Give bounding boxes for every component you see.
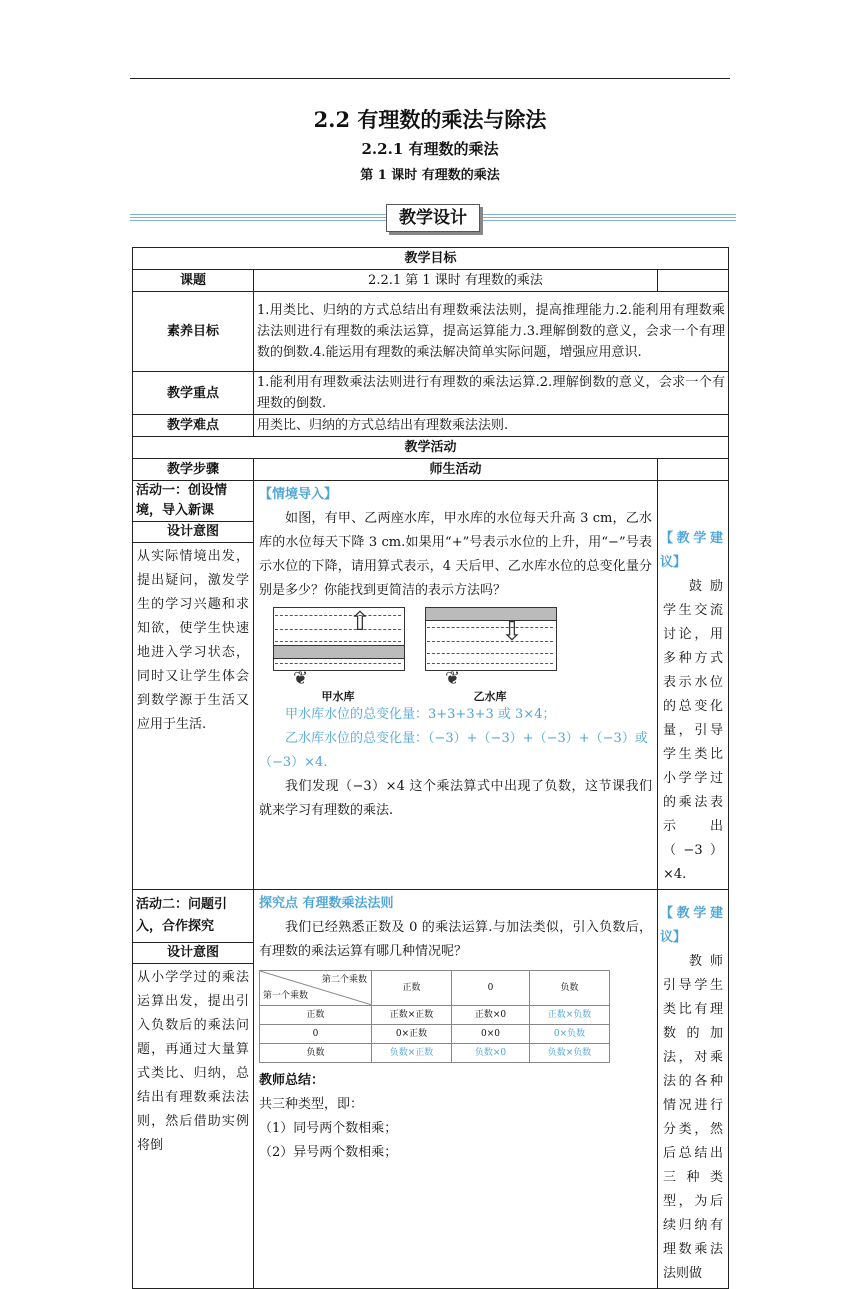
activity2-name: 活动二：问题引入，合作探究 (133, 890, 253, 943)
difficulty-label: 教学难点 (133, 415, 254, 437)
activity1-intent-text: 从实际情境出发，提出疑问，激发学生的学习兴趣和求知欲，使学生快速地进入学习状态，同时又让学生体会到数学源于生活又应用于生活. (137, 549, 249, 732)
summary-case2: （2）异号两个数相乘； (259, 1145, 398, 1160)
activity1-tip-tag: 【教学建议】 (660, 531, 724, 570)
lesson-title: 第 1 课时 有理数的乘法 (360, 168, 500, 183)
teacher-label (658, 270, 729, 292)
grid-corner (260, 971, 372, 1006)
goals-header: 教学目标 (133, 248, 729, 270)
page-title: 2.2 有理数的乘法与除法 (313, 107, 547, 132)
activity1-answer1: 甲水库水位的总变化量：3+3+3+3 或 3×4； (285, 707, 556, 722)
activity2-intent-text: 从小学学过的乘法运算出发，提出引入负数后的乘法问题，再通过大量算式类比、归纳，总结出有理数乘法法则，然后借助实例将倒 (137, 970, 249, 1153)
grid-col-header: 负数 (530, 971, 610, 1006)
summary-intro: 共三种类型，即： (259, 1097, 364, 1112)
reservoir-jia (273, 607, 405, 701)
grid-corner-top: 第二个乘数 (321, 975, 367, 985)
activity2-tip-text: 教师引导学生类比有理数的加法，对乘法的各种情况进行分类，然后总结出三种类型，为后续归纳有理数乘法法则做 (663, 954, 724, 1281)
reservoir-figures (273, 607, 652, 701)
activity2-tip (658, 890, 729, 1289)
activity1-steps (133, 481, 254, 890)
activity1-name: 活动一：创设情境，导入新课 (133, 481, 253, 522)
grid-cell: 0×0 (452, 1025, 530, 1044)
section-banner (130, 204, 736, 230)
activity2-tip-tag: 【教学建议】 (660, 906, 724, 945)
summary-case1: （1）同号两个数相乘； (259, 1121, 398, 1136)
page-subtitle: 2.2.1 有理数的乘法 (361, 140, 499, 158)
activity1-content (254, 481, 658, 890)
activity1-answer2: 乙水库水位的总变化量：（−3）+（−3）+（−3）+（−3）或（−3）×4. (259, 731, 648, 770)
steps-label: 教学步骤 (133, 459, 254, 481)
grid-cell: 正数×正数 (372, 1006, 452, 1025)
key-label: 教学重点 (133, 372, 254, 415)
grid-cell: 正数×负数 (530, 1006, 610, 1025)
activity1-tip-text: 鼓励学生交流讨论，用多种方式表示水位的总变化量，引导学生类比小学学过的乘法表示出（−3）×4. (663, 579, 724, 882)
activity2-content (254, 890, 658, 1289)
activity2-para1: 我们已经熟悉正数及 0 的乘法运算.与加法类似，引入负数后，有理数的乘法运算有哪几种情况呢？ (259, 920, 652, 959)
grid-cell: 正数×0 (452, 1006, 530, 1025)
water-plant-icon: ❦ (445, 668, 461, 689)
grid-cell: 负数×正数 (372, 1044, 452, 1063)
literacy-text: 1.用类比、归纳的方式总结出有理数乘法法则，提高推理能力.2.能利用有理数乘法法则进行有理数的乘法运算，提高运算能力.3.理解倒数的意义，会求一个有理数的倒数.4.能运用有理数的乘法解决简单实际问题，增强应用意识. (254, 292, 729, 372)
activity2-steps (133, 890, 254, 1289)
reservoir-jia-caption: 甲水库 (321, 690, 355, 703)
banner-label: 教学设计 (386, 204, 480, 232)
activity1-tip (658, 481, 729, 890)
topic-label: 课题 (133, 270, 254, 292)
grid-corner-bottom: 第一个乘数 (263, 991, 309, 1001)
reservoir-yi (425, 607, 557, 701)
arrow-down-icon: ⇩ (501, 617, 523, 647)
activities-header: 教学活动 (133, 437, 729, 459)
grid-col-header: 0 (452, 971, 530, 1006)
arrow-up-icon: ⇧ (349, 607, 371, 637)
grid-row-header: 负数 (260, 1044, 372, 1063)
grid-col-header: 正数 (372, 971, 452, 1006)
activity1-para2: 我们发现（−3）×4 这个乘法算式中出现了负数，这节课我们就来学习有理数的乘法. (259, 779, 652, 818)
topic-value: 2.2.1 第 1 课时 有理数的乘法 (254, 270, 658, 292)
activity2-intent-label: 设计意图 (133, 943, 253, 964)
lesson-plan-table (132, 247, 729, 1289)
literacy-label: 素养目标 (133, 292, 254, 372)
difficulty-text: 用类比、归纳的方式总结出有理数乘法法则. (254, 415, 729, 437)
multiplication-cases-grid (259, 970, 610, 1063)
grid-row-header: 正数 (260, 1006, 372, 1025)
grid-cell: 0×负数 (530, 1025, 610, 1044)
interaction-label: 师生活动 (254, 459, 658, 481)
grid-row-header: 0 (260, 1025, 372, 1044)
top-rule (130, 78, 730, 79)
activity2-section-tag: 探究点 有理数乘法法则 (259, 896, 394, 911)
activity1-intent-label: 设计意图 (133, 522, 253, 543)
grid-cell: 0×正数 (372, 1025, 452, 1044)
water-plant-icon: ❦ (293, 668, 309, 689)
reservoir-yi-caption: 乙水库 (473, 690, 507, 703)
grid-cell: 负数×负数 (530, 1044, 610, 1063)
key-text: 1.能利用有理数乘法法则进行有理数的乘法运算.2.理解倒数的意义，会求一个有理数的倒数. (254, 372, 729, 415)
activity1-para1: 如图，有甲、乙两座水库，甲水库的水位每天升高 3 cm，乙水库的水位每天下降 3 cm.如果用“+”号表示水位的上升，用“−”号表示水位的下降，请用算式表示，4 天后甲、乙水库水位的总变化量分别是多少？你能找到更简洁的表示方法吗？ (259, 511, 652, 598)
activity1-section-tag: 【情境导入】 (259, 487, 338, 502)
summary-label: 教师总结： (259, 1073, 325, 1088)
grid-cell: 负数×0 (452, 1044, 530, 1063)
